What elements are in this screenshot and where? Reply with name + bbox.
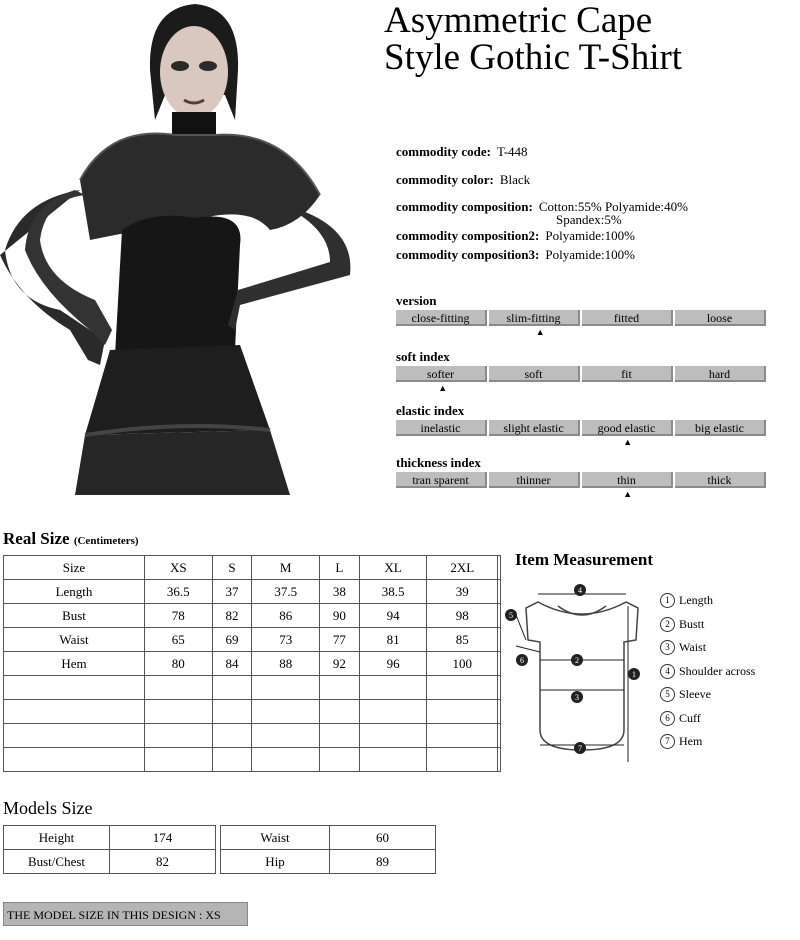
table-cell: 2XL xyxy=(427,556,498,580)
table-cell xyxy=(359,724,427,748)
svg-text:2: 2 xyxy=(575,656,579,665)
table-cell: XL xyxy=(359,556,427,580)
table-cell: 60 xyxy=(330,826,436,850)
legend-number: 2 xyxy=(660,617,675,632)
legend-number: 6 xyxy=(660,711,675,726)
table-cell: Bust xyxy=(4,604,145,628)
index-option: good elastic xyxy=(582,420,673,436)
legend-number: 4 xyxy=(660,664,675,679)
legend-item xyxy=(660,660,755,684)
product-title xyxy=(384,2,794,76)
product-photo xyxy=(0,0,355,495)
table-row xyxy=(4,700,501,724)
svg-text:7: 7 xyxy=(578,744,582,753)
index-option: big elastic xyxy=(675,420,766,436)
index-label: thickness index xyxy=(396,455,481,470)
table-cell xyxy=(319,676,359,700)
table-cell: 65 xyxy=(145,628,213,652)
svg-text:4: 4 xyxy=(578,586,582,595)
attr-value: Black xyxy=(499,172,531,187)
table-row xyxy=(4,826,216,850)
models-table-right xyxy=(220,825,436,874)
table-cell: 84 xyxy=(212,652,252,676)
attr-label: commodity composition: xyxy=(396,199,533,214)
index-scale xyxy=(396,420,766,436)
attr-label: commodity code: xyxy=(396,144,491,159)
legend-item xyxy=(660,730,755,754)
attr-value: T-448 xyxy=(496,144,528,159)
index-option: thick xyxy=(675,472,766,488)
index-selected-marker: ▲ xyxy=(535,327,545,337)
legend-number: 5 xyxy=(660,687,675,702)
index-option: inelastic xyxy=(396,420,487,436)
legend-item xyxy=(660,683,755,707)
attr-code xyxy=(396,144,528,160)
attr-composition xyxy=(396,199,688,225)
models-size-title: Models Size xyxy=(3,798,93,818)
index-label: elastic index xyxy=(396,403,465,418)
table-cell: 88 xyxy=(252,652,320,676)
index-option: close-fitting xyxy=(396,310,487,326)
legend-item xyxy=(660,636,755,660)
table-row xyxy=(4,724,501,748)
table-cell: Size xyxy=(4,556,145,580)
attr-color xyxy=(396,172,530,188)
svg-text:5: 5 xyxy=(509,611,513,620)
table-cell: Length xyxy=(4,580,145,604)
table-cell: Hip xyxy=(221,850,330,874)
table-cell: 69 xyxy=(212,628,252,652)
model-size-note: THE MODEL SIZE IN THIS DESIGN : XS xyxy=(3,902,248,926)
table-row xyxy=(4,652,501,676)
table-cell: 37.5 xyxy=(252,580,320,604)
svg-text:3: 3 xyxy=(575,693,579,702)
table-cell: 82 xyxy=(212,604,252,628)
table-cell: 89 xyxy=(330,850,436,874)
attr-value: Polyamide:100% xyxy=(545,228,635,243)
table-cell xyxy=(145,676,213,700)
table-cell: 36.5 xyxy=(145,580,213,604)
table-row xyxy=(4,628,501,652)
index-scale xyxy=(396,366,766,382)
measurement-legend xyxy=(660,589,755,754)
models-table-left xyxy=(3,825,216,874)
index-option: soft xyxy=(489,366,580,382)
title-line-1: Asymmetric Cape xyxy=(384,0,653,41)
table-row xyxy=(4,556,501,580)
table-cell: 77 xyxy=(319,628,359,652)
table-cell xyxy=(427,700,498,724)
attr-label: commodity composition3: xyxy=(396,247,540,262)
index-option: slight elastic xyxy=(489,420,580,436)
table-cell: 174 xyxy=(110,826,216,850)
table-cell xyxy=(427,724,498,748)
table-cell: 39 xyxy=(427,580,498,604)
legend-label: Waist xyxy=(679,640,707,655)
attr-composition2 xyxy=(396,228,635,244)
legend-item xyxy=(660,707,755,731)
table-cell: Waist xyxy=(4,628,145,652)
index-label: soft index xyxy=(396,349,450,364)
table-row xyxy=(221,826,436,850)
index-option: softer xyxy=(396,366,487,382)
table-cell: 38 xyxy=(319,580,359,604)
index-option: fitted xyxy=(582,310,673,326)
attr-label: commodity composition2: xyxy=(396,228,540,243)
table-cell: 94 xyxy=(359,604,427,628)
table-cell xyxy=(427,676,498,700)
svg-text:6: 6 xyxy=(520,656,524,665)
table-cell xyxy=(4,748,145,772)
table-cell: 37 xyxy=(212,580,252,604)
index-option: tran sparent xyxy=(396,472,487,488)
table-cell: 92 xyxy=(319,652,359,676)
index-scale xyxy=(396,472,766,488)
attr-label: commodity color: xyxy=(396,172,494,187)
table-cell: 80 xyxy=(145,652,213,676)
table-cell xyxy=(212,676,252,700)
table-cell xyxy=(4,700,145,724)
index-option: loose xyxy=(675,310,766,326)
table-cell xyxy=(359,676,427,700)
legend-label: Cuff xyxy=(679,710,701,725)
table-cell xyxy=(427,748,498,772)
legend-item xyxy=(660,613,755,637)
svg-text:1: 1 xyxy=(632,670,636,679)
attr-value-cont: Spandex:5% xyxy=(556,212,622,227)
legend-label: Sleeve xyxy=(679,687,711,702)
table-cell xyxy=(252,724,320,748)
index-option: slim-fitting xyxy=(489,310,580,326)
table-row xyxy=(4,850,216,874)
table-cell xyxy=(4,676,145,700)
table-cell xyxy=(212,700,252,724)
tshirt-measure-diagram xyxy=(500,580,650,770)
real-size-label: Real Size xyxy=(3,529,70,548)
table-cell: 78 xyxy=(145,604,213,628)
models-size-tables xyxy=(3,825,436,874)
table-cell xyxy=(145,748,213,772)
legend-number: 3 xyxy=(660,640,675,655)
attr-value: Polyamide:100% xyxy=(545,247,635,262)
table-cell xyxy=(252,676,320,700)
table-row xyxy=(4,676,501,700)
table-cell xyxy=(359,748,427,772)
table-cell xyxy=(145,724,213,748)
table-cell xyxy=(145,700,213,724)
table-row xyxy=(4,748,501,772)
item-measurement-title: Item Measurement xyxy=(515,550,654,569)
table-cell: M xyxy=(252,556,320,580)
real-size-title xyxy=(3,529,139,549)
table-cell xyxy=(498,556,501,580)
legend-label: Length xyxy=(679,593,713,608)
legend-item xyxy=(660,589,755,613)
index-option: fit xyxy=(582,366,673,382)
table-cell xyxy=(252,700,320,724)
table-cell: L xyxy=(319,556,359,580)
table-cell xyxy=(252,748,320,772)
table-row xyxy=(4,580,501,604)
index-scale xyxy=(396,310,766,326)
table-cell xyxy=(319,700,359,724)
table-cell xyxy=(359,700,427,724)
table-cell: 90 xyxy=(319,604,359,628)
legend-label: Bustt xyxy=(679,616,705,631)
table-cell: 82 xyxy=(110,850,216,874)
legend-label: Hem xyxy=(679,734,703,749)
index-selected-marker: ▲ xyxy=(623,437,633,447)
table-cell: 98 xyxy=(427,604,498,628)
table-cell: 100 xyxy=(427,652,498,676)
table-cell: Height xyxy=(4,826,110,850)
table-cell: 81 xyxy=(359,628,427,652)
table-cell: Bust/Chest xyxy=(4,850,110,874)
legend-number: 7 xyxy=(660,734,675,749)
index-selected-marker: ▲ xyxy=(438,383,448,393)
title-line-2: Style Gothic T-Shirt xyxy=(384,37,683,78)
table-cell: Waist xyxy=(221,826,330,850)
table-row xyxy=(221,850,436,874)
table-cell xyxy=(319,748,359,772)
index-option: thin xyxy=(582,472,673,488)
real-size-unit: (Centimeters) xyxy=(73,535,139,547)
table-cell xyxy=(319,724,359,748)
table-cell: 86 xyxy=(252,604,320,628)
attr-composition3 xyxy=(396,247,635,263)
table-cell: S xyxy=(212,556,252,580)
table-cell: XS xyxy=(145,556,213,580)
index-option: thinner xyxy=(489,472,580,488)
table-cell: 38.5 xyxy=(359,580,427,604)
attr-value: Cotton:55% Polyamide:40% xyxy=(538,199,688,214)
index-label: version xyxy=(396,293,437,308)
real-size-table xyxy=(3,555,501,772)
index-option: hard xyxy=(675,366,766,382)
table-cell: Hem xyxy=(4,652,145,676)
legend-label: Shoulder across xyxy=(679,663,756,678)
table-cell: 73 xyxy=(252,628,320,652)
legend-number: 1 xyxy=(660,593,675,608)
table-cell: 96 xyxy=(359,652,427,676)
table-cell: 85 xyxy=(427,628,498,652)
index-selected-marker: ▲ xyxy=(623,489,633,499)
table-cell xyxy=(212,724,252,748)
table-row xyxy=(4,604,501,628)
table-cell xyxy=(212,748,252,772)
table-cell xyxy=(4,724,145,748)
